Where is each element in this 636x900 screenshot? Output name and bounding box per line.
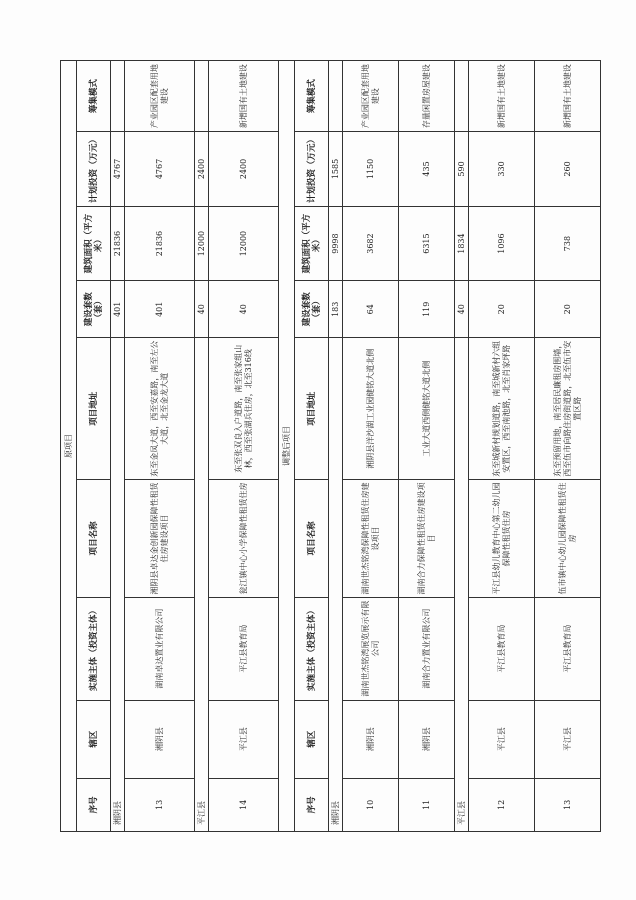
- cell-seq: 14: [209, 778, 279, 831]
- cell-address: 湘阴县洋沙湖工业园健铭大道北侧: [343, 338, 399, 480]
- cell-seq: 13: [535, 778, 601, 831]
- cell-name: 平江县幼儿教育中心第二幼儿园保障性租赁住房: [469, 480, 535, 597]
- cell-financing: 新增国有土地建设: [535, 61, 601, 132]
- cell-address: 工业大道西侧健铭大道北侧: [399, 338, 455, 480]
- cell-financing: 存量闲置房屋建设: [399, 61, 455, 132]
- region-xiangyin: 湘阴县: [111, 338, 125, 832]
- header-seq: 序号: [295, 778, 329, 831]
- cell-district: 湘阴县: [399, 700, 455, 778]
- header-financing: 筹集模式: [295, 61, 329, 132]
- total-units: 183: [329, 281, 343, 338]
- cell-seq: 12: [469, 778, 535, 831]
- total-investment: 2400: [195, 132, 209, 207]
- total-units: 40: [195, 281, 209, 338]
- cell-address: 东至城新村规划道路，南至城新村六组安置区，西至南池路，北至肖家坪路: [469, 338, 535, 480]
- region-pingjiang: 平江县: [195, 338, 209, 832]
- total-area: 9998: [329, 206, 343, 281]
- cell-area: 21836: [125, 206, 195, 281]
- rotated-table-container: [60, 60, 582, 832]
- cell-seq: 13: [125, 778, 195, 831]
- cell-investment: 260: [535, 132, 601, 207]
- section-adjusted-title: 调整后项目: [279, 61, 295, 832]
- cell-investment: 4767: [125, 132, 195, 207]
- cell-financing: 产业园区配套用地建设: [125, 61, 195, 132]
- cell-units: 401: [125, 281, 195, 338]
- empty-cell: [111, 61, 125, 132]
- cell-units: 64: [343, 281, 399, 338]
- region-xiangyin: 湘阴县: [329, 338, 343, 832]
- cell-district: 湘阴县: [125, 700, 195, 778]
- cell-investment: 1150: [343, 132, 399, 207]
- cell-units: 20: [469, 281, 535, 338]
- project-adjustment-table: [60, 60, 601, 832]
- cell-financing: 新增国有土地建设: [469, 61, 535, 132]
- cell-area: 6315: [399, 206, 455, 281]
- total-investment: 4767: [111, 132, 125, 207]
- cell-area: 1096: [469, 206, 535, 281]
- header-address: 项目地址: [77, 338, 111, 480]
- empty-cell: [329, 61, 343, 132]
- table-row: [125, 61, 195, 832]
- header-seq: 序号: [77, 778, 111, 831]
- region-pingjiang: 平江县: [455, 338, 469, 832]
- header-area: 建筑面积（平方米）: [295, 206, 329, 281]
- header-investment: 计划投资（万元）: [77, 132, 111, 207]
- cell-financing: 新增国有土地建设: [209, 61, 279, 132]
- cell-investment: 2400: [209, 132, 279, 207]
- cell-name: 湖南世杰铭湾保障性租赁住房建设项目: [343, 480, 399, 597]
- table-row: [209, 61, 279, 832]
- header-units: 建设套数（套）: [295, 281, 329, 338]
- cell-seq: 11: [399, 778, 455, 831]
- header-entity: 实施主体（投资主体）: [295, 597, 329, 700]
- cell-entity: 湖南世杰铭湾展览展示有限公司: [343, 597, 399, 700]
- empty-cell: [195, 61, 209, 132]
- cell-name: 湖南合力保障性租赁住房建设项目: [399, 480, 455, 597]
- header-address: 项目地址: [295, 338, 329, 480]
- cell-entity: 平江县教育局: [209, 597, 279, 700]
- total-units: 401: [111, 281, 125, 338]
- total-investment: 1585: [329, 132, 343, 207]
- header-financing: 筹集模式: [77, 61, 111, 132]
- cell-area: 3682: [343, 206, 399, 281]
- cell-seq: 10: [343, 778, 399, 831]
- cell-investment: 435: [399, 132, 455, 207]
- table-row: [469, 61, 535, 832]
- header-units: 建设套数（套）: [77, 281, 111, 338]
- cell-entity: 湖南合力置业有限公司: [399, 597, 455, 700]
- cell-name: 伍市镇中心幼儿园保障性租赁住房: [535, 480, 601, 597]
- cell-district: 平江县: [469, 700, 535, 778]
- table-row: [399, 61, 455, 832]
- header-investment: 计划投资（万元）: [295, 132, 329, 207]
- header-name: 项目名称: [295, 480, 329, 597]
- cell-entity: 湖南卓达置业有限公司: [125, 597, 195, 700]
- cell-entity: 平江县教育局: [535, 597, 601, 700]
- header-district: 辖区: [295, 700, 329, 778]
- cell-units: 20: [535, 281, 601, 338]
- total-investment: 590: [455, 132, 469, 207]
- table-row: [535, 61, 601, 832]
- total-units: 40: [455, 281, 469, 338]
- header-area: 建筑面积（平方米）: [77, 206, 111, 281]
- cell-area: 12000: [209, 206, 279, 281]
- cell-address: 东至预留用地，南至居民廉租房围墙，西至伍市向路住房街道路，北至伍市安置区路: [535, 338, 601, 480]
- table-row: [343, 61, 399, 832]
- cell-district: 平江县: [535, 700, 601, 778]
- cell-address: 东至张双良入户道路，南至张家组山林，西至张湖兵住房，北至316线: [209, 338, 279, 480]
- cell-district: 平江县: [209, 700, 279, 778]
- cell-name: 湘阴县卓达金创新园保障性租赁住房建设项目: [125, 480, 195, 597]
- header-district: 辖区: [77, 700, 111, 778]
- cell-investment: 330: [469, 132, 535, 207]
- total-area: 12000: [195, 206, 209, 281]
- section-original-title: 原项目: [61, 61, 77, 832]
- cell-name: 瓮江镇中心小学保障性租赁住房: [209, 480, 279, 597]
- header-name: 项目名称: [77, 480, 111, 597]
- cell-units: 119: [399, 281, 455, 338]
- cell-entity: 平江县教育局: [469, 597, 535, 700]
- header-entity: 实施主体（投资主体）: [77, 597, 111, 700]
- empty-cell: [455, 61, 469, 132]
- cell-area: 738: [535, 206, 601, 281]
- total-area: 1834: [455, 206, 469, 281]
- cell-units: 40: [209, 281, 279, 338]
- cell-financing: 产业园区配套用地建设: [343, 61, 399, 132]
- cell-address: 东至金凤大道，西至安嘉路，南至左公大道，北至金龙大道: [125, 338, 195, 480]
- total-area: 21836: [111, 206, 125, 281]
- cell-district: 湘阴县: [343, 700, 399, 778]
